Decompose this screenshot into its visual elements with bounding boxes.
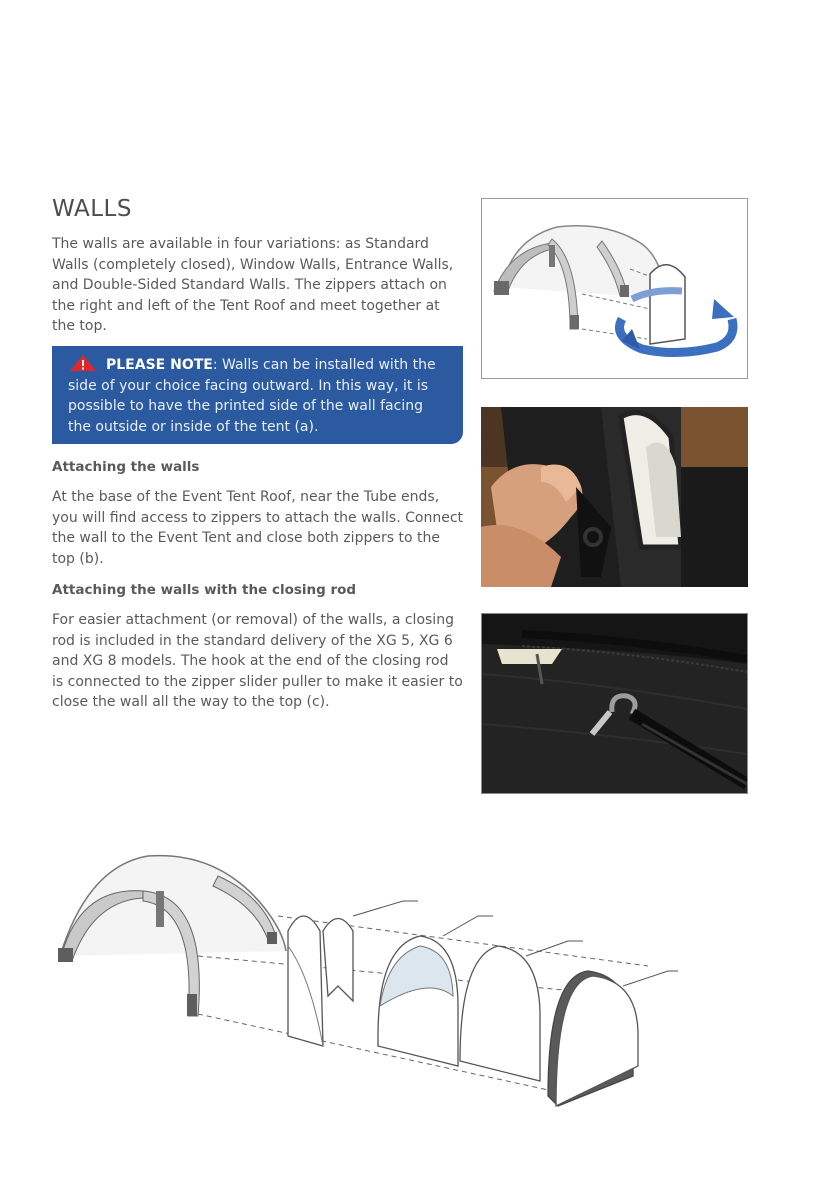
figure-b-zipper-photo: [481, 407, 748, 587]
page-title: WALLS: [52, 196, 132, 222]
note-text: : Walls can be installed with the side of your choice facing outward. In this way, it is possible to have the printed side of the wall facing the outside or inside of the tent (a).: [68, 357, 436, 435]
figure-a-wall-rotation: [481, 198, 748, 379]
note-label: PLEASE NOTE: [106, 357, 213, 373]
attaching-heading: Attaching the walls: [52, 459, 200, 475]
warning-triangle-icon: [68, 354, 98, 372]
intro-paragraph: The walls are available in four variations: as Standard Walls (completely closed), Window Walls, Entrance Walls, and Double-Sided Standard Walls. The zippers attach on the right and left of the Tent Roof and meet together at the top.: [52, 236, 454, 334]
closing-rod-heading: Attaching the walls with the closing rod: [52, 582, 357, 598]
please-note-box: [52, 346, 463, 444]
closing-rod-paragraph: For easier attachment (or removal) of the walls, a closing rod is included in the standard delivery of the XG 5, XG 6 and XG 8 models. The hook at the end of the closing rod is connected to the zipper slider puller to make it easier to close the wall all the way to the top (c).: [52, 612, 463, 710]
figure-c-closing-rod-photo: [481, 613, 748, 794]
attaching-paragraph: At the base of the Event Tent Roof, near the Tube ends, you will find access to zippers to attach the walls. Connect the wall to the Event Tent and close both zippers to the top (b).: [52, 489, 464, 567]
wall-variants-illustration: [48, 836, 698, 1126]
